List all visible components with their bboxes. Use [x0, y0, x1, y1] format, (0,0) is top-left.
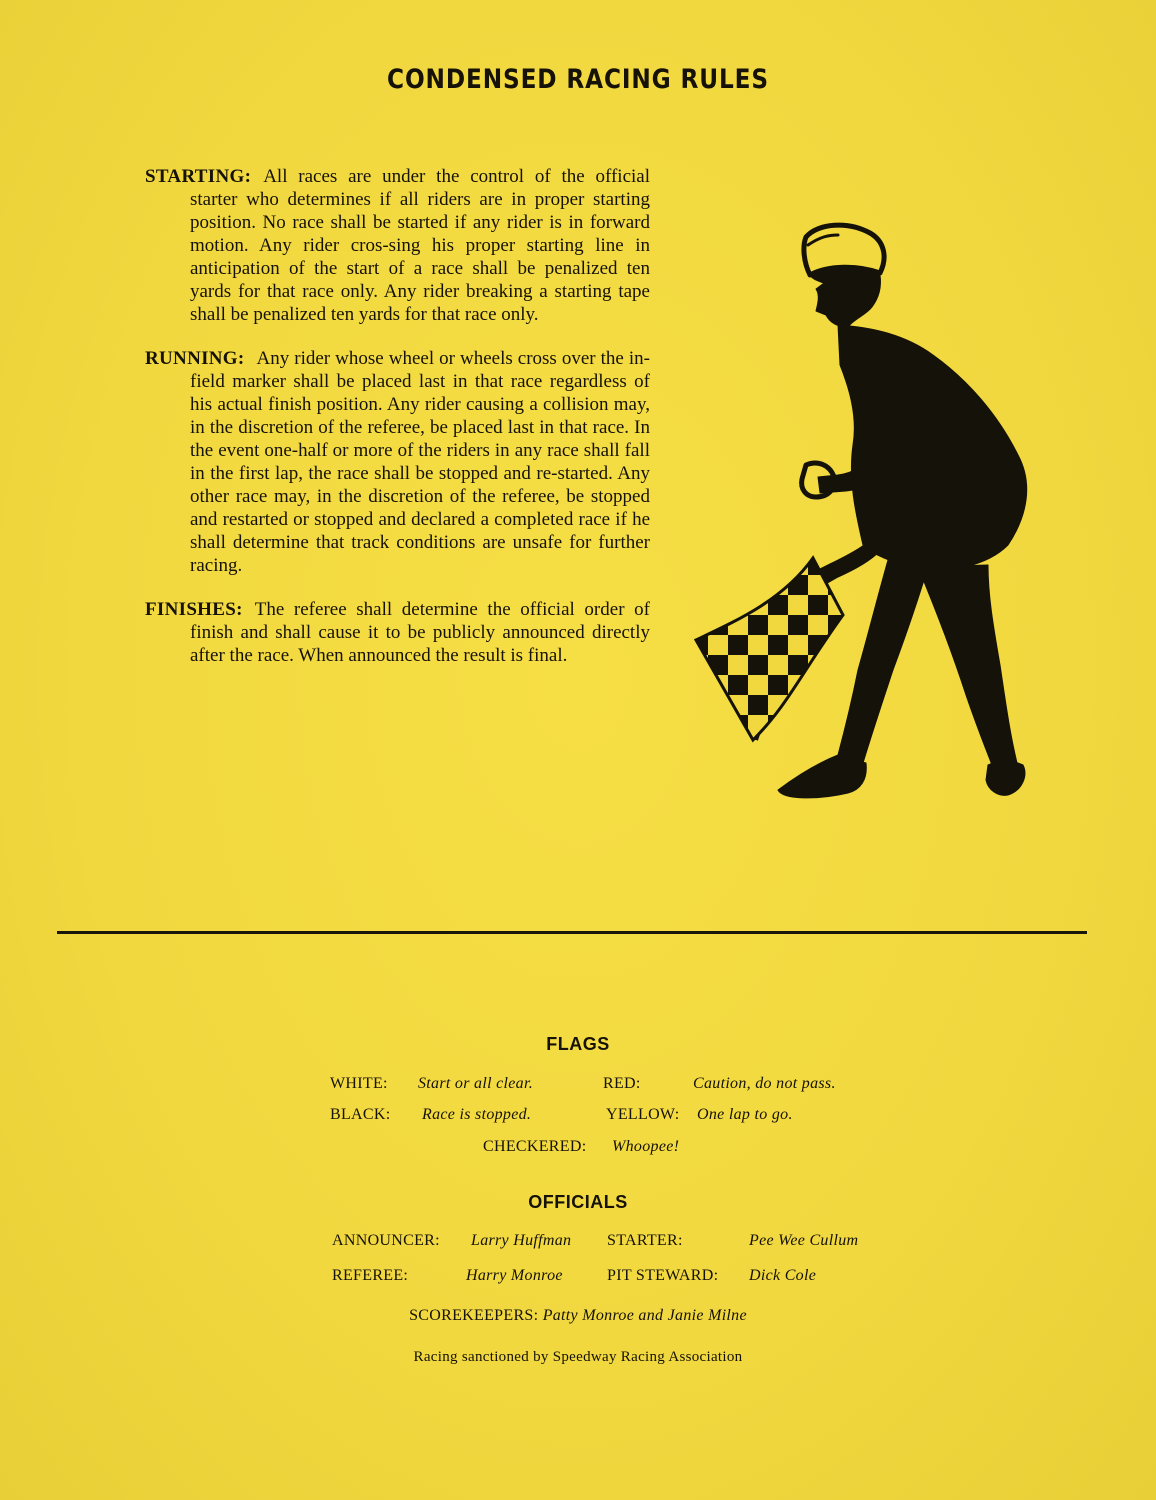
flag-red-value: Caution, do not pass.: [693, 1075, 836, 1092]
announcer-label: ANNOUNCER:: [332, 1232, 440, 1249]
rule-text: Any rider whose wheel or wheels cross over the in-field marker shall be placed last in that race regardless of his actual finish position. Any rider causing a collision may, in the discretion of the referee, be placed last in that race. In the event one-half or more of the riders in any race shall fall in the first lap, the race shall be stopped and re-started. Any other race may, in the discretion of the referee, be stopped and restarted or stopped and declared a completed race if he shall determine that track conditions are unsafe for further racing.: [190, 348, 650, 576]
flag-checkered-label: CHECKERED:: [483, 1138, 587, 1155]
flag-yellow-label: YELLOW:: [606, 1106, 680, 1123]
flag-black-label: BLACK:: [330, 1106, 391, 1123]
flag-white-value: Start or all clear.: [418, 1075, 534, 1092]
sanction-note: Racing sanctioned by Speedway Racing Association: [413, 1349, 743, 1365]
scorekeepers-names: Patty Monroe and Janie Milne: [542, 1307, 747, 1324]
racing-rules: [145, 165, 650, 688]
referee-name: Harry Monroe: [466, 1267, 563, 1284]
pit-steward-name: Dick Cole: [749, 1267, 817, 1284]
rule-finishes: [145, 598, 650, 667]
flags-heading: FLAGS: [546, 1034, 610, 1054]
announcer-name: Larry Huffman: [471, 1232, 572, 1249]
flagman-illustration: [688, 215, 1048, 820]
flag-white-label: WHITE:: [330, 1075, 388, 1092]
rule-running: [145, 347, 650, 577]
officials-heading: OFFICIALS: [528, 1192, 628, 1212]
rule-term: RUNNING:: [145, 348, 245, 369]
pit-steward-label: PIT STEWARD:: [607, 1267, 719, 1284]
rule-text: The referee shall determine the official order of finish and shall cause it to be publicly announced directly after the race. When announced the result is final.: [190, 599, 650, 666]
rule-term: STARTING:: [145, 166, 252, 187]
page-title: CONDENSED RACING RULES: [387, 64, 769, 95]
starter-label: STARTER:: [607, 1232, 683, 1249]
rule-starting: [145, 165, 650, 326]
scorekeepers-line: [0, 1307, 1156, 1325]
starter-name: Pee Wee Cullum: [749, 1232, 859, 1249]
flag-red-label: RED:: [603, 1075, 641, 1092]
flag-checkered-value: Whoopee!: [612, 1138, 680, 1155]
scorekeepers-label: SCOREKEEPERS:: [409, 1307, 539, 1324]
section-divider: [57, 931, 1087, 934]
flag-black-value: Race is stopped.: [422, 1106, 532, 1123]
referee-label: REFEREE:: [332, 1267, 409, 1284]
rule-text: All races are under the control of the official starter who determines if all riders are in proper starting position. No race shall be started if any rider is in forward motion. Any rider cros-sing his proper starting line in anticipation of the start of a race shall be penalized ten yards for that race only. Any rider breaking a starting tape shall be penalized ten yards for that race only.: [190, 166, 650, 325]
rule-term: FINISHES:: [145, 599, 243, 620]
flag-yellow-value: One lap to go.: [697, 1106, 793, 1123]
